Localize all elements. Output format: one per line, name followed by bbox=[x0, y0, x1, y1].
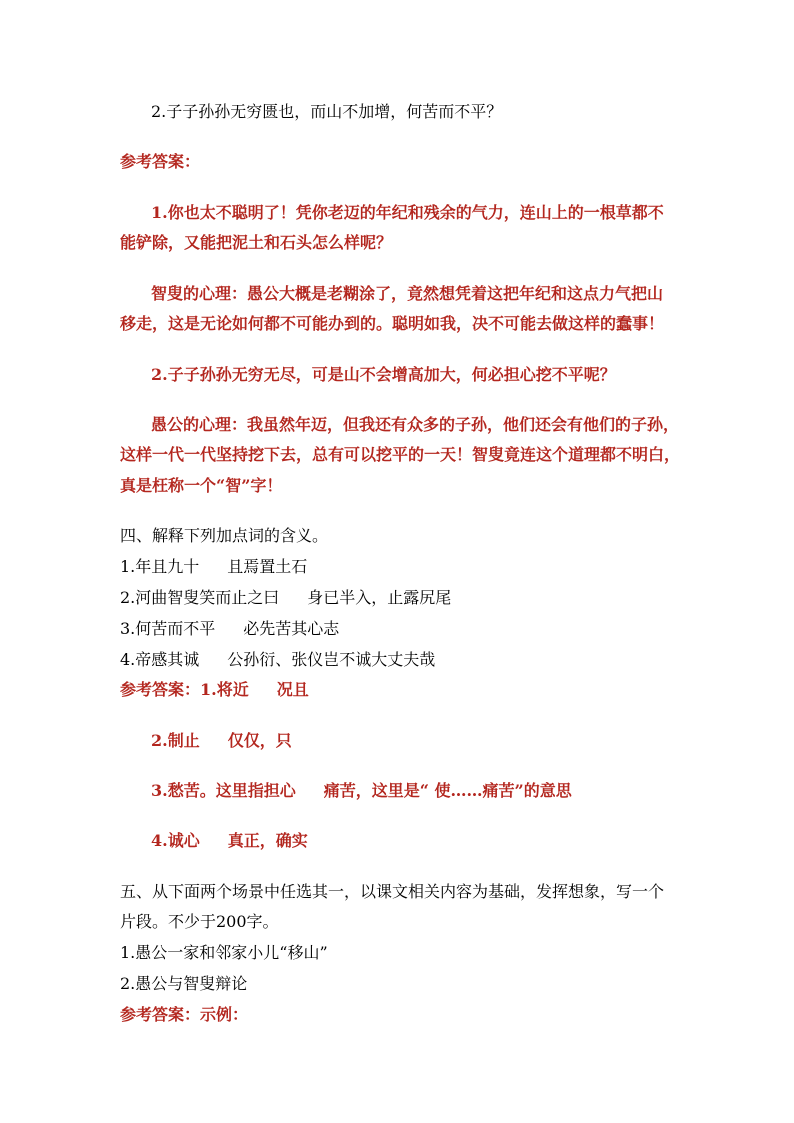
item-phrase: 1.年且九十 bbox=[120, 557, 200, 576]
section-5-answer-label: 参考答案：示例： bbox=[120, 1005, 249, 1024]
section-4-answer-3 bbox=[151, 780, 572, 802]
section-5-title-line-2: 片段。不少于200字。 bbox=[120, 912, 279, 931]
zhisou-psychology-line-2: 移走，这是无论如何都不可能办到的。聪明如我，决不可能去做这样的蠢事！ bbox=[120, 314, 665, 333]
section-5-title-line-1: 五、从下面两个场景中任选其一，以课文相关内容为基础，发挥想象，写一个 bbox=[120, 882, 665, 901]
item-phrase: 3.何苦而不平 bbox=[120, 619, 216, 638]
item-phrase: 2.河曲智叟笑而止之曰 bbox=[120, 588, 280, 607]
section-5-item-1: 1.愚公一家和邻家小儿“移山” bbox=[120, 943, 328, 962]
answer-phrase: 3.愁苦。这里指担心 bbox=[151, 781, 296, 800]
answer-phrase: 真正，确实 bbox=[227, 831, 308, 850]
section-4-item-4 bbox=[120, 649, 435, 671]
item-phrase: 公孙衍、张仪岂不诚大丈夫哉 bbox=[227, 650, 436, 669]
answer-phrase: 2.制止 bbox=[151, 731, 200, 750]
answer-phrase: 4.诚心 bbox=[151, 831, 200, 850]
answer-label: 参考答案： bbox=[120, 152, 201, 171]
item-phrase: 4.帝感其诚 bbox=[120, 650, 200, 669]
section-4-item-3 bbox=[120, 618, 339, 640]
answer-1-line-2: 能铲除，又能把泥土和石头怎么样呢？ bbox=[120, 233, 393, 252]
answer-2: 2.子子孙孙无穷无尽，可是山不会增高加大，何必担心挖不平呢？ bbox=[151, 365, 616, 384]
item-phrase: 身已半入，止露尻尾 bbox=[307, 588, 452, 607]
section-4-answer-1 bbox=[120, 679, 309, 701]
question-2: 2.子子孙孙无穷匮也，而山不加增，何苦而不平？ bbox=[151, 102, 503, 121]
item-phrase: 且焉置土石 bbox=[227, 557, 308, 576]
section-4-title: 四、解释下列加点词的含义。 bbox=[120, 526, 329, 545]
answer-phrase: 1.将近 bbox=[200, 680, 249, 699]
answer-label: 参考答案： bbox=[120, 680, 201, 699]
answer-phrase: 痛苦，这里是“ 使……痛苦”的意思 bbox=[323, 781, 572, 800]
item-phrase: 必先苦其心志 bbox=[243, 619, 340, 638]
zhisou-psychology-line-1: 智叟的心理：愚公大概是老糊涂了，竟然想凭着这把年纪和这点力气把山 bbox=[151, 284, 664, 303]
section-4-answer-2 bbox=[151, 730, 292, 752]
section-5-item-2: 2.愚公与智叟辩论 bbox=[120, 974, 248, 993]
section-4-answer-4 bbox=[151, 830, 308, 852]
answer-1-line-1: 1.你也太不聪明了！凭你老迈的年纪和残余的气力，连山上的一根草都不 bbox=[151, 203, 664, 222]
yugong-psychology-line-1: 愚公的心理：我虽然年迈，但我还有众多的子孙，他们还会有他们的子孙， bbox=[151, 415, 680, 434]
answer-phrase: 仅仅，只 bbox=[227, 731, 292, 750]
yugong-psychology-line-2: 这样一代一代坚持挖下去，总有可以挖平的一天！智叟竟连这个道理都不明白， bbox=[120, 445, 681, 464]
answer-phrase: 况且 bbox=[276, 680, 309, 699]
section-4-item-2 bbox=[120, 587, 451, 609]
section-4-item-1 bbox=[120, 556, 307, 578]
yugong-psychology-line-3: 真是枉称一个“智”字！ bbox=[120, 476, 283, 495]
